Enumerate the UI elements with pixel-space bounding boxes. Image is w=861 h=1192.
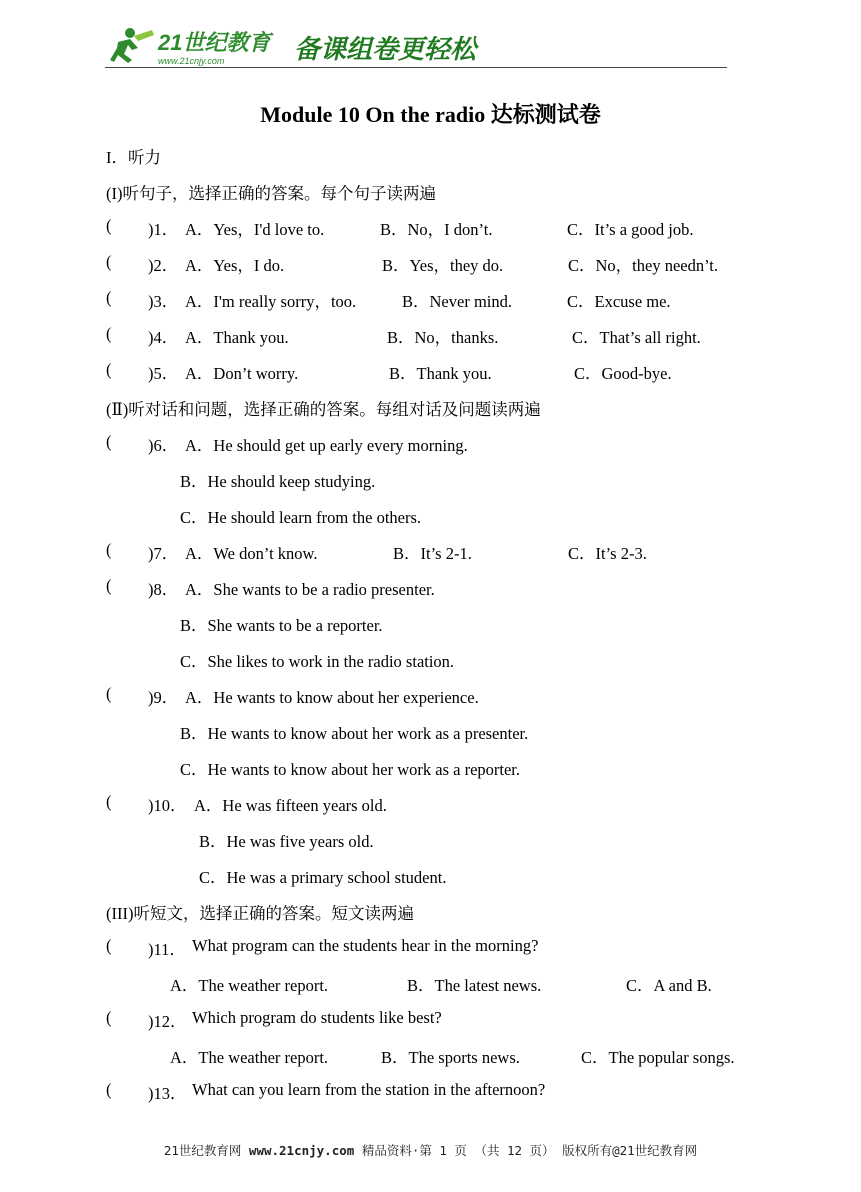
question-number: )1．	[148, 220, 179, 239]
page-title: Module 10 On the radio 达标测试卷	[260, 102, 601, 127]
question-number: )8．	[148, 580, 179, 599]
subsection-heading: (III)听短文，选择正确的答案。短文读两遍	[106, 904, 414, 923]
section-heading: I．听力	[106, 148, 161, 167]
option-a: A．He should get up early every morning.	[185, 436, 468, 455]
answer-blank: (	[106, 1008, 112, 1027]
option-a: A．Yes，I do.	[185, 256, 285, 275]
option-b: B．She wants to be a reporter.	[180, 616, 383, 635]
answer-blank: (	[106, 324, 112, 343]
option-b: B．The latest news.	[407, 976, 542, 995]
option-c: C．It’s a good job.	[567, 220, 694, 239]
option-c: C．He was a primary school student.	[199, 868, 447, 887]
option-a: A．Thank you.	[185, 328, 289, 347]
footer-site-name: 21世纪教育网	[163, 1143, 242, 1158]
option-a: A．Don’t worry.	[185, 364, 299, 383]
option-c: C．That’s all right.	[572, 328, 701, 347]
option-a: A．I'm really sorry，too.	[185, 292, 357, 311]
answer-blank: (	[106, 684, 112, 703]
footer-page-info: 精品资料·第 1 页 （共 12 页） 版权所有@21世纪教育网	[361, 1143, 698, 1158]
page-footer	[0, 1141, 861, 1159]
option-c: C．She likes to work in the radio station.	[180, 652, 455, 671]
logo-slogan: 备课组卷更轻松	[294, 35, 477, 65]
answer-blank: (	[106, 1080, 112, 1099]
runner-icon	[110, 28, 154, 63]
answer-blank: (	[106, 360, 112, 379]
question-stem: What program can the students hear in the morning?	[192, 936, 539, 955]
option-b: B．The sports news.	[381, 1048, 520, 1067]
option-a: A．The weather report.	[170, 976, 329, 995]
answer-blank: (	[106, 540, 112, 559]
option-b: B．Thank you.	[389, 364, 492, 383]
option-c: C．No，they needn’t.	[568, 256, 719, 275]
answer-blank: (	[106, 792, 112, 811]
logo-url: www.21cnjy.com	[158, 56, 225, 66]
question-stem: What can you learn from the station in the afternoon?	[192, 1080, 546, 1099]
option-a: A．She wants to be a radio presenter.	[185, 580, 435, 599]
answer-blank: (	[106, 252, 112, 271]
question-stem: Which program do students like best?	[192, 1008, 442, 1027]
site-logo	[108, 26, 518, 68]
footer-url[interactable]: www.21cnjy.com	[248, 1143, 355, 1158]
question-number: )3．	[148, 292, 179, 311]
question-number: )13．	[148, 1084, 187, 1103]
question-number: )7．	[148, 544, 179, 563]
option-c: C．He wants to know about her work as a reporter.	[180, 760, 520, 779]
option-b: B．Never mind.	[402, 292, 512, 311]
question-number: )10．	[148, 796, 187, 815]
answer-blank: (	[106, 936, 112, 955]
option-a: A．Yes，I'd love to.	[185, 220, 325, 239]
question-number: )6．	[148, 436, 179, 455]
option-b: B．No，I don’t.	[380, 220, 493, 239]
subsection-heading: (I)听句子，选择正确的答案。每个句子读两遍	[106, 184, 436, 203]
answer-blank: (	[106, 432, 112, 451]
answer-blank: (	[106, 216, 112, 235]
question-number: )11．	[148, 940, 186, 959]
question-number: )5．	[148, 364, 179, 383]
logo-brand: 21世纪教育	[158, 30, 271, 55]
option-a: A．He wants to know about her experience.	[185, 688, 479, 707]
question-number: )4．	[148, 328, 179, 347]
option-a: A．The weather report.	[170, 1048, 329, 1067]
option-c: C．Excuse me.	[567, 292, 671, 311]
option-b: B．He wants to know about her work as a presenter.	[180, 724, 529, 743]
option-c: C．It’s 2-3.	[568, 544, 647, 563]
option-b: B．Yes，they do.	[382, 256, 504, 275]
option-c: C．A and B.	[626, 976, 712, 995]
question-number: )12．	[148, 1012, 187, 1031]
option-b: B．He was five years old.	[199, 832, 374, 851]
option-b: B．It’s 2-1.	[393, 544, 472, 563]
answer-blank: (	[106, 288, 112, 307]
option-c: C．Good-bye.	[574, 364, 672, 383]
question-number: )9．	[148, 688, 179, 707]
option-b: B．He should keep studying.	[180, 472, 376, 491]
option-c: C．He should learn from the others.	[180, 508, 422, 527]
option-c: C．The popular songs.	[581, 1048, 735, 1067]
option-b: B．No，thanks.	[387, 328, 499, 347]
question-number: )2．	[148, 256, 179, 275]
option-a: A．He was fifteen years old.	[194, 796, 387, 815]
header-divider	[105, 67, 727, 68]
answer-blank: (	[106, 576, 112, 595]
option-a: A．We don’t know.	[185, 544, 318, 563]
subsection-heading: (Ⅱ)听对话和问题，选择正确的答案。每组对话及问题读两遍	[106, 400, 541, 419]
